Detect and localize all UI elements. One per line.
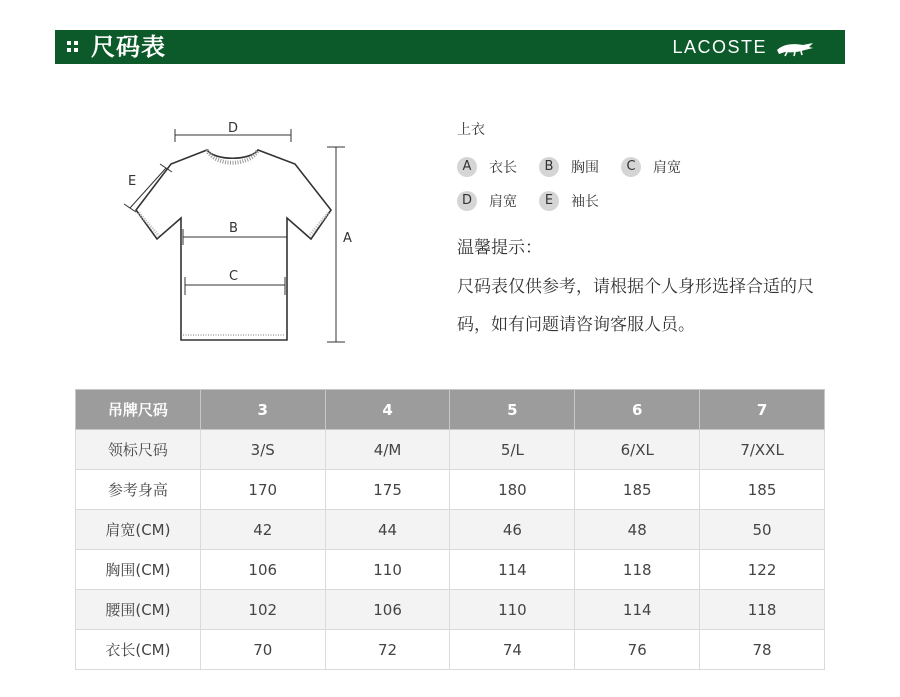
- legend-row-2: [457, 184, 857, 218]
- column-header: 6: [575, 390, 700, 430]
- label-e: E: [128, 174, 137, 189]
- crocodile-icon: [775, 38, 815, 58]
- table-row: [76, 470, 825, 510]
- tips-title: 温馨提示：: [457, 238, 542, 258]
- column-header: 5: [450, 390, 575, 430]
- legend-row-1: [457, 150, 857, 184]
- table-cell: 3/S: [200, 430, 325, 470]
- table-cell: 170: [200, 470, 325, 510]
- badge-a: A: [457, 157, 477, 177]
- table-cell: 106: [200, 550, 325, 590]
- table-cell: 106: [325, 590, 450, 630]
- table-cell: 6/XL: [575, 430, 700, 470]
- legend-item-e: [539, 191, 599, 211]
- table-cell: 44: [325, 510, 450, 550]
- legend-item-b: [539, 157, 599, 177]
- table-cell: 4/M: [325, 430, 450, 470]
- table-cell: 腰围(CM): [76, 590, 201, 630]
- table-cell: 5/L: [450, 430, 575, 470]
- table-cell: 185: [575, 470, 700, 510]
- table-cell: 110: [450, 590, 575, 630]
- label-c: C: [229, 269, 239, 284]
- table-cell: 48: [575, 510, 700, 550]
- table-cell: 胸围(CM): [76, 550, 201, 590]
- legend-label-c: 肩宽: [653, 160, 681, 176]
- table-cell: 肩宽(CM): [76, 510, 201, 550]
- column-header: 3: [200, 390, 325, 430]
- table-cell: 180: [450, 470, 575, 510]
- table-cell: 7/XXL: [700, 430, 825, 470]
- legend-label-a: 衣长: [489, 160, 517, 176]
- badge-e: E: [539, 191, 559, 211]
- badge-d: D: [457, 191, 477, 211]
- table-cell: 70: [200, 630, 325, 670]
- brand-name: LACOSTE: [672, 37, 767, 57]
- legend-item-d: [457, 191, 517, 211]
- section-title: 上衣: [457, 122, 485, 138]
- legend-item-c: [621, 157, 681, 177]
- table-cell: 76: [575, 630, 700, 670]
- table-row: [76, 590, 825, 630]
- table-cell: 46: [450, 510, 575, 550]
- table-row: [76, 510, 825, 550]
- table-cell: 72: [325, 630, 450, 670]
- legend-item-a: [457, 157, 517, 177]
- tshirt-diagram: [115, 115, 365, 355]
- table-cell: 122: [700, 550, 825, 590]
- table-cell: 114: [450, 550, 575, 590]
- table-cell: 118: [575, 550, 700, 590]
- table-cell: 175: [325, 470, 450, 510]
- table-cell: 78: [700, 630, 825, 670]
- tips-body: 尺码表仅供参考，请根据个人身形选择合适的尺码，如有问题请咨询客服人员。: [457, 277, 814, 335]
- legend-label-b: 胸围: [571, 160, 599, 176]
- table-row: [76, 630, 825, 670]
- legend-label-d: 肩宽: [489, 194, 517, 210]
- column-header: 7: [700, 390, 825, 430]
- table-cell: 74: [450, 630, 575, 670]
- table-row: [76, 430, 825, 470]
- label-b: B: [229, 221, 238, 236]
- grid-dots-icon: [67, 41, 79, 53]
- badge-c: C: [621, 157, 641, 177]
- column-header: 吊牌尺码: [76, 390, 201, 430]
- tshirt-svg: [115, 115, 365, 355]
- table-cell: 参考身高: [76, 470, 201, 510]
- table-cell: 185: [700, 470, 825, 510]
- table-cell: 衣长(CM): [76, 630, 201, 670]
- table-cell: 114: [575, 590, 700, 630]
- table-cell: 领标尺码: [76, 430, 201, 470]
- label-d: D: [228, 121, 239, 136]
- size-table: [75, 389, 825, 670]
- shirt-outline: [136, 150, 331, 340]
- header-bar: [55, 30, 845, 64]
- table-cell: 50: [700, 510, 825, 550]
- column-header: 4: [325, 390, 450, 430]
- table-row: [76, 550, 825, 590]
- table-cell: 102: [200, 590, 325, 630]
- table-cell: 110: [325, 550, 450, 590]
- info-panel: [457, 120, 857, 344]
- table-cell: 42: [200, 510, 325, 550]
- page-title: 尺码表: [91, 33, 166, 61]
- legend-label-e: 袖长: [571, 194, 599, 210]
- badge-b: B: [539, 157, 559, 177]
- table-cell: 118: [700, 590, 825, 630]
- table-header-row: [76, 390, 825, 430]
- label-a: A: [343, 231, 352, 246]
